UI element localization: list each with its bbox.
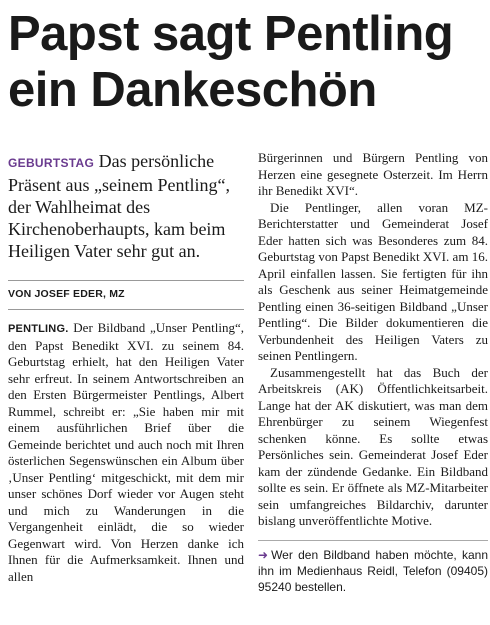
left-column: [8, 150, 244, 585]
body-paragraph-1: [8, 320, 244, 585]
dateline: PENTLING.: [8, 323, 69, 335]
article-headline: [8, 6, 488, 118]
body-paragraph-2: Die Pentlinger, allen voran MZ-Berichterstatter und Gemeinderat Josef Eder hatten sich was Besonderes zum 84. Geburtstag von Papst Benedikt XVI. am 16. April einfallen lassen. Sie fertigten für ihn als Geschenk aus seiner Heimatgemeinde Pentling einen 36-seitigen Bildband „Unser Pentling“. Die Bilder dokumentieren die Verbundenheit des Heiligen Vaters zu seinen Pentlingern.: [258, 199, 488, 363]
body-paragraph-1-continued: Bürgerinnen und Bürgern Pentling von Herzen eine gesegnete Osterzeit. Im Herrn ihr Benedikt XVI“.: [258, 150, 488, 198]
headline-line-2: ein Dankeschön: [8, 63, 377, 117]
byline-divider-bottom: [8, 309, 244, 310]
body-paragraph-1-text: Der Bildband „Unser Pentling“, den Papst Benedikt XVI. zu seinem 84. Geburtstag erhielt, hat den Heiligen Vater sehr erfreut. In seinem Antwortschreiben an den Ersten Bürgermeister Pentlings, Albert Rummel, schreibt er: „Sie haben mir mit einem ausführlichen Brief über die Gemeinde berichtet und auch noch mit Ihren österlichen Segenswünschen ein Album über ‚Unser Pentling‘ mitgeschickt, mit dem mir unser schönes Dorf wieder vor Augen steht und mich zu Wanderungen in die Vergangenheit einlädt, die so wieder Gegenwart wird. Von Herzen danke ich Ihnen für die Aufmerksamkeit. Ihnen und allen: [8, 320, 245, 584]
lead-paragraph: [8, 150, 244, 262]
byline: VON JOSEF EDER, MZ: [8, 288, 125, 300]
info-text: Wer den Bildband haben möchte, kann ihn im Medienhaus Reidl, Telefon (09405) 95240 bestellen.: [258, 547, 488, 594]
info-box: [258, 547, 488, 595]
lead-text: Das persönliche Präsent aus „seinem Pentling“, der Wahlheimat des Kirchenoberhaupts, kam beim Heiligen Vater sehr gut an.: [8, 151, 230, 261]
info-divider: [258, 540, 488, 541]
right-column: [258, 150, 488, 595]
body-paragraph-3: Zusammengestellt hat das Buch der Arbeitskreis (AK) Öffentlichkeitsarbeit. Lange hat der AK diskutiert, was man dem Ehrenbürger zu seinem Wiegenfest schenken könne. Es sollte etwas Persönliches sein. Gemeinderat Josef Eder kam der zündende Gedanke. Ein Bildband sollte es sein. Er öffnete als MZ-Mitarbeiter sein umfangreiches Bildarchiv, darunter bislang unveröffentlichte Motive.: [258, 364, 488, 528]
headline-line-1: Papst sagt Pentling: [8, 7, 454, 61]
arrow-icon: ➜: [258, 547, 269, 562]
lead-kicker: GEBURTSTAG: [8, 156, 95, 170]
